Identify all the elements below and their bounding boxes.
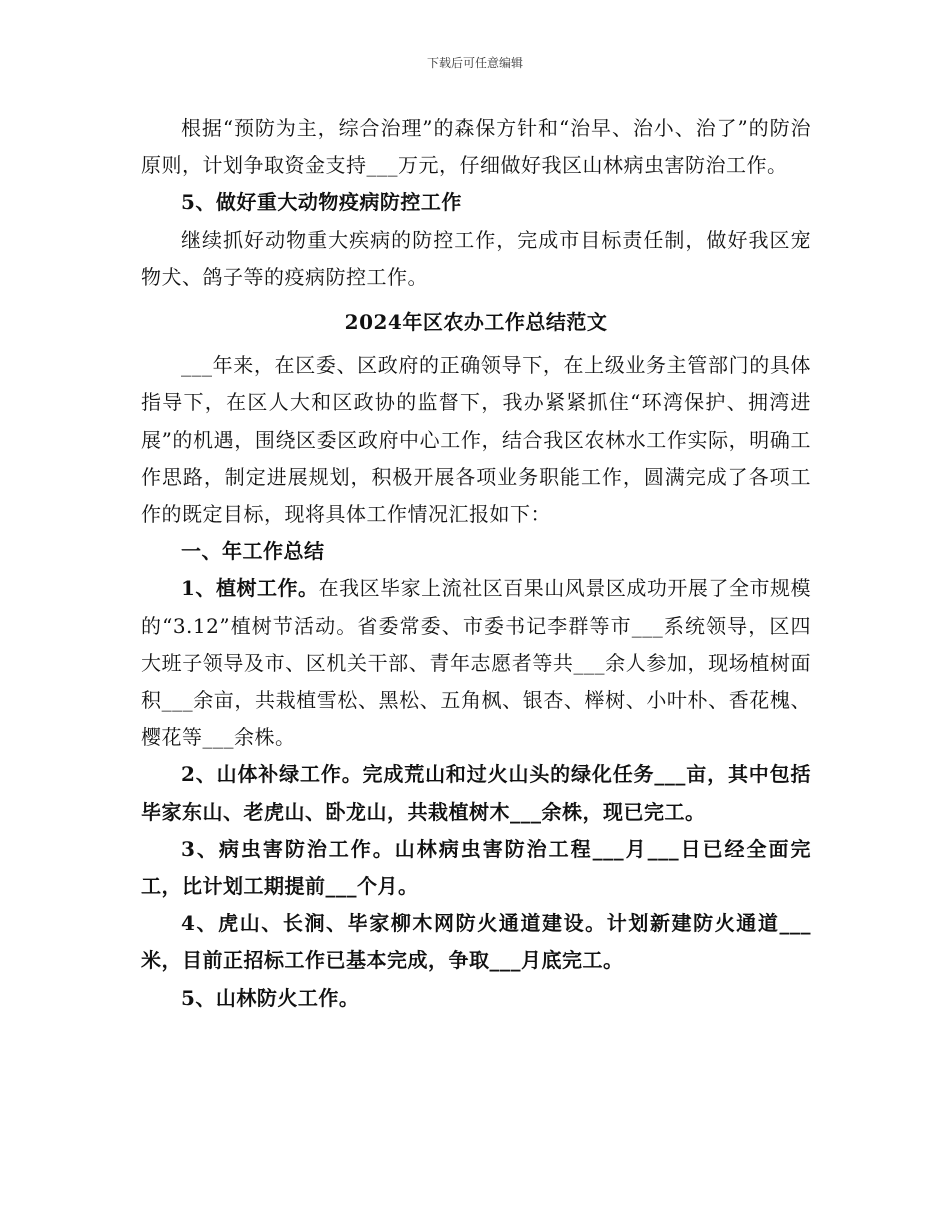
- section-heading-summary: 一、年工作总结: [181, 539, 325, 564]
- document-body: [141, 110, 811, 1017]
- paragraph-animal-disease: 继续抓好动物重大疾病的防控工作，完成市目标责任制，做好我区宠物犬、鸽子等的疫病防控工作。: [141, 227, 811, 289]
- heading-animal-disease: 5、做好重大动物疫病防控工作: [181, 190, 462, 215]
- item-forest-fire-prevention: 5、山林防火工作。: [181, 985, 360, 1010]
- paragraph-intro: ___年来，在区委、区政府的正确领导下，在上级业务主管部门的具体指导下，在区人大和区政协的监督下，我办紧紧抓住“环湾保护、拥湾进展”的机遇，围绕区委区政府中心工作，结合我区农林水工作实际，明确工作思路，制定进展规划，积极开展各项业务职能工作，圆满完成了各项工作的既定目标，现将具体工作情况汇报如下：: [141, 353, 811, 527]
- item-tree-planting-body: 在我区毕家上流社区百果山风景区成功开展了全市规模的“3.12”植树节活动。省委常委、市委书记李群等市___系统领导，区四大班子领导及市、区机关干部、青年志愿者等共___余人参加，现场植树面积___余亩，共栽植雪松、黑松、五角枫、银杏、榉树、小叶朴、香花槐、樱花等___余株。: [141, 576, 812, 750]
- item-mountain-greening: 2、山体补绿工作。完成荒山和过火山头的绿化任务___亩，其中包括毕家东山、老虎山、卧龙山，共栽植树木___余株，现已完工。: [141, 762, 811, 824]
- item-pest-prevention: 3、病虫害防治工作。山林病虫害防治工程___月___日已经全面完工，比计划工期提前___个月。: [141, 836, 811, 899]
- document-title: 2024年区农办工作总结范文: [344, 310, 608, 335]
- item-tree-planting-lead: 1、植树工作。: [181, 576, 319, 601]
- paragraph-pest-control: 根据“预防为主，综合治理”的森保方针和“治早、治小、治了”的防治原则，计划争取资金支持___万元，仔细做好我区山林病虫害防治工作。: [141, 116, 811, 178]
- item-firebreak-construction: 4、虎山、长涧、毕家柳木网防火通道建设。计划新建防火通道___米，目前正招标工作已基本完成，争取___月底完工。: [141, 911, 811, 973]
- page-header: 下载后可任意编辑: [426, 56, 523, 70]
- item-tree-planting: [141, 570, 811, 756]
